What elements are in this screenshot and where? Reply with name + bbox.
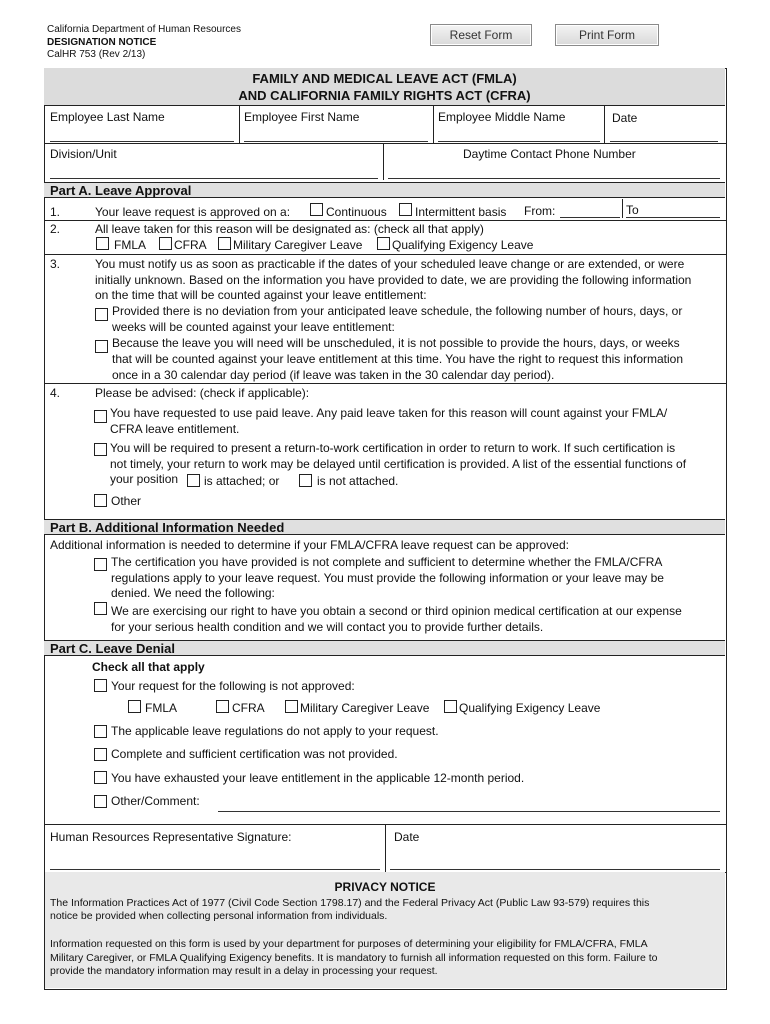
from-date-field[interactable] — [560, 217, 620, 218]
employee-middle-name-field[interactable] — [438, 141, 600, 142]
signature-date-field[interactable] — [390, 869, 720, 870]
functions-not-attached-label: is not attached. — [317, 474, 399, 488]
paid-leave-line-1: You have requested to use paid leave. Any paid leave taken for this reason will count against your FMLA/ — [110, 406, 668, 420]
privacy-paragraph-2-line-2: Military Caregiver, or FMLA Qualifying Exigency benefits. It is mandatory to furnish all information requested on this form. Failure to — [50, 952, 658, 964]
reset-form-button[interactable]: Reset Form — [430, 24, 532, 46]
second-opinion-checkbox[interactable] — [94, 602, 107, 615]
part-b-intro: Additional information is needed to determine if your FMLA/CFRA leave request can be approved: — [50, 538, 569, 552]
privacy-paragraph-1-line-2: notice be provided when collecting personal information from individuals. — [50, 910, 388, 922]
item-number: 2. — [50, 222, 61, 236]
incomplete-certification-line-3: denied. We need the following: — [111, 586, 275, 600]
employee-first-name-field[interactable] — [244, 141, 428, 142]
to-date-field[interactable] — [626, 217, 720, 218]
regulations-not-apply-label: The applicable leave regulations do not apply to your request. — [111, 724, 439, 738]
approval-type-label: Your leave request is approved on a: — [95, 205, 291, 219]
phone-field[interactable] — [388, 178, 720, 179]
unscheduled-leave-line-2: that will be counted against your leave entitlement at this time. You have the right to request this information — [112, 352, 684, 366]
item-number: 1. — [50, 205, 61, 219]
unscheduled-leave-checkbox[interactable] — [95, 340, 108, 353]
other-comment-checkbox[interactable] — [94, 795, 107, 808]
division-unit-label: Division/Unit — [50, 147, 117, 161]
divider — [44, 383, 726, 384]
fmla-checkbox[interactable] — [96, 237, 109, 250]
part-c-heading: Part C. Leave Denial — [44, 640, 725, 656]
request-not-approved-checkbox[interactable] — [94, 679, 107, 692]
privacy-paragraph-1-line-1: The Information Practices Act of 1977 (Civil Code Section 1798.17) and the Federal Privacy Act (Public Law 93-579) requires this — [50, 897, 650, 909]
second-opinion-line-2: for your serious health condition and we will contact you to provide further details. — [111, 620, 544, 634]
entitlement-exhausted-checkbox[interactable] — [94, 771, 107, 784]
intermittent-checkbox[interactable] — [399, 203, 412, 216]
to-label: To — [626, 203, 639, 217]
denied-qualifying-exigency-label: Qualifying Exigency Leave — [459, 701, 601, 715]
request-not-approved-label: Your request for the following is not approved: — [111, 679, 355, 693]
other-checkbox[interactable] — [94, 494, 107, 507]
military-caregiver-checkbox[interactable] — [218, 237, 231, 250]
advised-label: Please be advised: (check if applicable): — [95, 386, 310, 400]
intermittent-label: Intermittent basis — [415, 205, 507, 219]
certification-not-provided-label: Complete and sufficient certification was not provided. — [111, 747, 398, 761]
continuous-checkbox[interactable] — [310, 203, 323, 216]
divider — [44, 143, 726, 144]
denied-qualifying-exigency-checkbox[interactable] — [444, 700, 457, 713]
form-title — [44, 68, 725, 106]
employee-first-name-label: Employee First Name — [244, 110, 360, 124]
return-to-work-line-3: your position — [110, 472, 179, 486]
continuous-label: Continuous — [326, 205, 387, 219]
date-label: Date — [612, 111, 638, 125]
return-to-work-checkbox[interactable] — [94, 443, 107, 456]
notify-line-2: initially unknown. Based on the information you have provided to date, we are providing the following information — [95, 273, 692, 287]
signature-date-label: Date — [394, 830, 420, 844]
regulations-not-apply-checkbox[interactable] — [94, 725, 107, 738]
qualifying-exigency-checkbox[interactable] — [377, 237, 390, 250]
employee-middle-name-label: Employee Middle Name — [438, 110, 566, 124]
divider — [44, 220, 726, 221]
division-unit-field[interactable] — [50, 178, 378, 179]
privacy-paragraph-2-line-1: Information requested on this form is used by your department for purposes of determining your eligibility for FMLA/CFRA, FMLA — [50, 938, 648, 950]
scheduled-leave-line-1: Provided there is no deviation from your anticipated leave schedule, the following number of hours, days, or — [112, 304, 683, 318]
hr-signature-label: Human Resources Representative Signature: — [50, 830, 292, 844]
denied-cfra-checkbox[interactable] — [216, 700, 229, 713]
part-a-heading: Part A. Leave Approval — [44, 182, 725, 198]
return-to-work-line-1: You will be required to present a return-to-work certification in order to return to work. If such certification is — [110, 441, 676, 455]
form-id: CalHR 753 (Rev 2/13) — [47, 49, 146, 60]
phone-label: Daytime Contact Phone Number — [463, 147, 636, 161]
denied-cfra-label: CFRA — [232, 701, 265, 715]
entitlement-exhausted-label: You have exhausted your leave entitlement in the applicable 12-month period. — [111, 771, 525, 785]
divider — [604, 106, 605, 143]
functions-not-attached-checkbox[interactable] — [299, 474, 312, 487]
other-label: Other — [111, 494, 142, 508]
incomplete-certification-line-1: The certification you have provided is not complete and sufficient to determine whether the FMLA/CFRA — [111, 555, 663, 569]
title-line-2: AND CALIFORNIA FAMILY RIGHTS ACT (CFRA) — [238, 88, 531, 103]
print-form-button[interactable]: Print Form — [555, 24, 659, 46]
date-field[interactable] — [610, 141, 718, 142]
privacy-paragraph-2-line-3: provide the mandatory information may result in a delay in processing your request. — [50, 965, 438, 977]
notify-line-1: You must notify us as soon as practicable if the dates of your scheduled leave change or are extended, or were — [95, 257, 685, 271]
other-comment-field[interactable] — [218, 811, 720, 812]
from-label: From: — [524, 204, 556, 218]
denied-military-caregiver-label: Military Caregiver Leave — [300, 701, 430, 715]
part-b-heading: Part B. Additional Information Needed — [44, 519, 725, 535]
divider — [239, 106, 240, 143]
employee-last-name-label: Employee Last Name — [50, 110, 165, 124]
denied-military-caregiver-checkbox[interactable] — [285, 700, 298, 713]
divider — [383, 143, 384, 180]
hr-signature-field[interactable] — [50, 869, 380, 870]
notify-line-3: on the time that will be counted against your leave entitlement: — [95, 288, 427, 302]
notice-type: DESIGNATION NOTICE — [47, 37, 157, 48]
designation-label: All leave taken for this reason will be designated as: (check all that apply) — [95, 222, 484, 236]
paid-leave-checkbox[interactable] — [94, 410, 107, 423]
cfra-checkbox[interactable] — [159, 237, 172, 250]
certification-not-provided-checkbox[interactable] — [94, 748, 107, 761]
paid-leave-line-2: CFRA leave entitlement. — [110, 422, 240, 436]
scheduled-leave-checkbox[interactable] — [95, 308, 108, 321]
functions-attached-checkbox[interactable] — [187, 474, 200, 487]
fmla-label: FMLA — [114, 238, 147, 252]
other-comment-label: Other/Comment: — [111, 794, 200, 808]
item-number: 3. — [50, 257, 61, 271]
incomplete-certification-line-2: regulations apply to your leave request. You must provide the following information or your leave may be — [111, 571, 664, 585]
item-number: 4. — [50, 386, 61, 400]
functions-attached-label: is attached; or — [204, 474, 280, 488]
incomplete-certification-checkbox[interactable] — [94, 558, 107, 571]
department-name: California Department of Human Resources — [47, 24, 241, 35]
second-opinion-line-1: We are exercising our right to have you obtain a second or third opinion medical certification at our expense — [111, 604, 682, 618]
cfra-label: CFRA — [174, 238, 207, 252]
unscheduled-leave-line-1: Because the leave you will need will be unscheduled, it is not possible to provide the hours, days, or weeks — [112, 336, 680, 350]
military-caregiver-label: Military Caregiver Leave — [233, 238, 363, 252]
check-all-label: Check all that apply — [92, 660, 205, 674]
divider — [622, 199, 623, 218]
privacy-notice-heading: PRIVACY NOTICE — [334, 880, 436, 894]
divider — [433, 106, 434, 143]
unscheduled-leave-line-3: once in a 30 calendar day period (if leave was taken in the 30 calendar day period). — [112, 368, 555, 382]
qualifying-exigency-label: Qualifying Exigency Leave — [392, 238, 534, 252]
divider — [44, 254, 726, 255]
return-to-work-line-2: not timely, your return to work may be delayed until certification is provided. A list of the essential functions of — [110, 457, 687, 471]
divider — [385, 824, 386, 872]
title-line-1: FAMILY AND MEDICAL LEAVE ACT (FMLA) — [252, 71, 517, 86]
employee-last-name-field[interactable] — [50, 141, 234, 142]
denied-fmla-checkbox[interactable] — [128, 700, 141, 713]
scheduled-leave-line-2: weeks will be counted against your leave entitlement: — [112, 320, 395, 334]
denied-fmla-label: FMLA — [145, 701, 178, 715]
